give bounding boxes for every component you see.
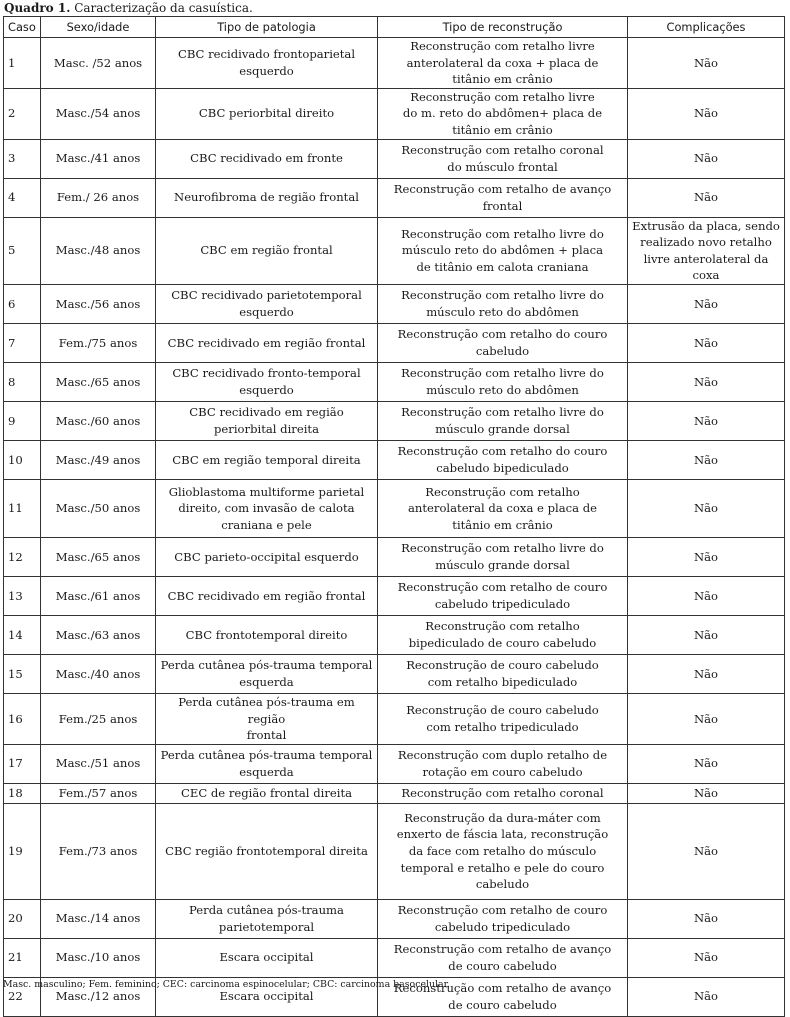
- cell-reconstrucao-line: titânio em crânio: [452, 72, 553, 87]
- cell-reconstrucao-line: Reconstrução de couro cabeludo: [406, 658, 599, 673]
- cell-reconstrucao-line: com retalho bipediculado: [427, 674, 578, 689]
- cell-sexo-idade: Masc./49 anos: [41, 440, 156, 479]
- cell-reconstrucao-line: Reconstrução com retalho livre: [410, 39, 595, 53]
- cell-caso: 9: [4, 401, 41, 440]
- cell-patologia-line: CEC de região frontal direita: [180, 785, 353, 800]
- cell-patologia-line: CBC recidivado em fronte: [190, 151, 343, 166]
- cell-patologia: [156, 537, 378, 576]
- cell-reconstrucao: [378, 440, 628, 479]
- cell-patologia-line: Neurofibroma de região frontal: [174, 190, 359, 205]
- cell-reconstrucao: [378, 217, 628, 284]
- cell-reconstrucao-line: músculo grande dorsal: [435, 557, 570, 572]
- cell-caso: 2: [4, 88, 41, 139]
- cell-reconstrucao-line: Reconstrução com retalho livre do: [401, 226, 604, 241]
- table-row: [4, 217, 785, 284]
- header-caso: Caso: [4, 17, 41, 38]
- cell-complicacoes-line: Não: [693, 843, 719, 858]
- cell-complicacoes-line: Não: [693, 106, 719, 121]
- cell-complicacoes-line: Não: [693, 756, 719, 771]
- table-row: [4, 440, 785, 479]
- cell-reconstrucao-line: da face com retalho do músculo: [408, 843, 597, 858]
- cell-complicacoes: [628, 217, 785, 284]
- cell-reconstrucao-line: Reconstrução com retalho livre do: [401, 541, 604, 556]
- cell-patologia-line: esquerda: [239, 674, 294, 689]
- table-body: [4, 38, 785, 1017]
- cell-patologia-line: parietotemporal: [218, 919, 315, 934]
- cell-caso: 10: [4, 440, 41, 479]
- cell-patologia-line: Perda cutânea pós-trauma em região: [178, 694, 355, 726]
- cell-reconstrucao-line: de titânio em calota craniana: [416, 260, 589, 275]
- cell-reconstrucao: [378, 803, 628, 899]
- cell-sexo-idade: Fem./57 anos: [41, 783, 156, 803]
- cell-reconstrucao-line: frontal: [482, 198, 523, 213]
- cell-complicacoes-line: Não: [693, 151, 719, 166]
- cell-reconstrucao-line: Reconstrução com retalho de couro: [397, 903, 608, 918]
- cell-sexo-idade: Masc./56 anos: [41, 284, 156, 323]
- cell-caso: 11: [4, 479, 41, 537]
- table-row: [4, 899, 785, 938]
- cell-complicacoes-line: Não: [693, 588, 719, 603]
- cell-complicacoes-line: Não: [693, 55, 719, 70]
- table-row: [4, 323, 785, 362]
- cell-reconstrucao-line: Reconstrução com retalho de avanço: [393, 942, 612, 957]
- cell-reconstrucao-line: Reconstrução com retalho do couro: [397, 327, 608, 342]
- cell-complicacoes-line: Não: [693, 666, 719, 681]
- cell-complicacoes-line: Não: [693, 627, 719, 642]
- cell-patologia: [156, 88, 378, 139]
- cell-patologia: [156, 323, 378, 362]
- cell-patologia-line: Perda cutânea pós-trauma temporal: [160, 658, 373, 673]
- cell-sexo-idade: Masc./50 anos: [41, 479, 156, 537]
- cell-reconstrucao-line: músculo reto do abdômen + placa: [401, 243, 604, 258]
- cell-patologia-line: esquerda: [239, 764, 294, 779]
- table-row: [4, 693, 785, 744]
- cell-reconstrucao-line: Reconstrução de couro cabeludo: [406, 703, 599, 718]
- cell-reconstrucao-line: Reconstrução com retalho livre do: [401, 366, 604, 381]
- cell-patologia-line: CBC recidivado parietotemporal: [171, 288, 362, 303]
- cell-complicacoes: [628, 899, 785, 938]
- cell-caso: 8: [4, 362, 41, 401]
- cell-reconstrucao: [378, 615, 628, 654]
- cell-reconstrucao-line: do m. reto do abdômen+ placa de: [402, 106, 603, 121]
- cell-sexo-idade: Fem./ 26 anos: [41, 178, 156, 217]
- cell-caso: 7: [4, 323, 41, 362]
- header-reconstrucao: Tipo de reconstrução: [378, 17, 628, 38]
- cell-sexo-idade: Masc. /52 anos: [41, 38, 156, 89]
- cell-reconstrucao-line: de couro cabeludo: [448, 958, 557, 973]
- cell-sexo-idade: Masc./60 anos: [41, 401, 156, 440]
- cell-complicacoes-line: Não: [693, 989, 719, 1004]
- table-row: [4, 38, 785, 89]
- cell-caso: 14: [4, 615, 41, 654]
- table-footnote: Masc. masculino; Fem. feminino; CEC: carcinoma espinocelular; CBC: carcinoma basocelular.: [3, 979, 451, 990]
- cell-sexo-idade: Masc./40 anos: [41, 654, 156, 693]
- cell-patologia-line: CBC recidivado em região: [189, 405, 344, 420]
- cell-sexo-idade: Masc./41 anos: [41, 139, 156, 178]
- cell-reconstrucao-line: Reconstrução com retalho coronal: [401, 142, 604, 157]
- cell-complicacoes: [628, 88, 785, 139]
- cell-complicacoes-line: Não: [693, 296, 719, 311]
- cell-sexo-idade: Fem./75 anos: [41, 323, 156, 362]
- table-row: [4, 783, 785, 803]
- cell-reconstrucao: [378, 139, 628, 178]
- cell-patologia: [156, 938, 378, 977]
- cell-reconstrucao-line: músculo reto do abdômen: [426, 382, 579, 397]
- cell-reconstrucao-line: Reconstrução com retalho de avanço: [393, 981, 612, 996]
- cell-patologia: [156, 654, 378, 693]
- cell-caso: 18: [4, 783, 41, 803]
- cell-patologia-line: CBC frontotemporal direito: [185, 627, 348, 642]
- header-sexo-idade: Sexo/idade: [41, 17, 156, 38]
- cell-reconstrucao-line: rotação em couro cabeludo: [422, 764, 583, 779]
- cell-reconstrucao-line: enxerto de fáscia lata, reconstrução: [396, 827, 609, 842]
- cell-complicacoes-line: Não: [693, 549, 719, 564]
- table-header: [4, 17, 785, 38]
- cell-sexo-idade: Masc./10 anos: [41, 938, 156, 977]
- cell-reconstrucao-line: Reconstrução com retalho de avanço: [393, 181, 612, 196]
- cell-complicacoes-line: realizado novo retalho: [640, 235, 772, 250]
- cell-reconstrucao-line: cabeludo: [475, 877, 530, 892]
- cell-reconstrucao-line: Reconstrução com retalho livre do: [401, 288, 604, 303]
- cell-complicacoes: [628, 479, 785, 537]
- cell-reconstrucao-line: Reconstrução com retalho do couro: [397, 444, 608, 459]
- cell-reconstrucao-line: Reconstrução com retalho: [425, 619, 580, 634]
- cell-reconstrucao: [378, 88, 628, 139]
- cell-sexo-idade: Fem./25 anos: [41, 693, 156, 744]
- cell-reconstrucao-line: músculo reto do abdômen: [426, 304, 579, 319]
- cell-patologia-line: esquerdo: [239, 382, 294, 397]
- cell-sexo-idade: Masc./12 anos: [41, 977, 156, 1016]
- cell-reconstrucao: [378, 537, 628, 576]
- cell-reconstrucao-line: temporal e retalho e pele do couro: [400, 860, 605, 875]
- cell-caso: 4: [4, 178, 41, 217]
- table-row: [4, 615, 785, 654]
- cell-reconstrucao: [378, 401, 628, 440]
- cell-reconstrucao-line: bipediculado de couro cabeludo: [408, 635, 597, 650]
- cell-sexo-idade: Masc./14 anos: [41, 899, 156, 938]
- cell-reconstrucao: [378, 693, 628, 744]
- cell-patologia-line: CBC periorbital direito: [198, 106, 335, 121]
- cell-complicacoes-line: Não: [693, 374, 719, 389]
- table-row: [4, 576, 785, 615]
- cell-reconstrucao-line: cabeludo: [475, 343, 530, 358]
- cell-complicacoes-line: Não: [693, 452, 719, 467]
- cell-patologia: [156, 38, 378, 89]
- cell-complicacoes: [628, 576, 785, 615]
- cell-reconstrucao: [378, 323, 628, 362]
- cell-complicacoes-line: Não: [693, 785, 719, 800]
- cell-reconstrucao-line: Reconstrução com retalho coronal: [401, 785, 604, 800]
- cell-reconstrucao-line: Reconstrução da dura-máter com: [404, 810, 601, 825]
- cell-complicacoes: [628, 938, 785, 977]
- cell-sexo-idade: Masc./48 anos: [41, 217, 156, 284]
- cell-patologia: [156, 576, 378, 615]
- table-row: [4, 178, 785, 217]
- cell-reconstrucao-line: Reconstrução com retalho de couro: [397, 580, 608, 595]
- cell-reconstrucao-line: do músculo frontal: [447, 159, 558, 174]
- cell-sexo-idade: Masc./54 anos: [41, 88, 156, 139]
- cell-patologia-line: CBC recidivado fronto-temporal: [172, 366, 361, 381]
- cell-patologia-line: craniana e pele: [221, 517, 312, 532]
- cell-complicacoes: [628, 537, 785, 576]
- cell-patologia: [156, 803, 378, 899]
- cell-patologia-line: CBC recidivado frontoparietal: [177, 47, 356, 62]
- cell-caso: 21: [4, 938, 41, 977]
- cell-patologia-line: Escara occipital: [219, 950, 314, 965]
- cell-reconstrucao: [378, 576, 628, 615]
- cell-complicacoes-line: Não: [693, 950, 719, 965]
- cell-patologia-line: CBC recidivado em região frontal: [167, 588, 366, 603]
- header-patologia: Tipo de patologia: [156, 17, 378, 38]
- cell-reconstrucao-line: anterolateral da coxa + placa de: [406, 55, 599, 70]
- casuistica-table: [3, 16, 785, 1017]
- table-row: [4, 401, 785, 440]
- cell-caso: 20: [4, 899, 41, 938]
- cell-reconstrucao: [378, 178, 628, 217]
- table-row: [4, 284, 785, 323]
- cell-complicacoes: [628, 362, 785, 401]
- cell-sexo-idade: Fem./73 anos: [41, 803, 156, 899]
- cell-reconstrucao-line: cabeludo tripediculado: [434, 919, 571, 934]
- cell-patologia-line: CBC recidivado em região frontal: [167, 335, 366, 350]
- cell-complicacoes-line: Não: [693, 335, 719, 350]
- cell-patologia: [156, 401, 378, 440]
- cell-patologia-line: Glioblastoma multiforme parietal: [168, 484, 365, 499]
- cell-complicacoes-line: Não: [693, 911, 719, 926]
- cell-reconstrucao-line: Reconstrução com retalho livre: [410, 89, 595, 104]
- table-row: [4, 654, 785, 693]
- cell-complicacoes-line: Não: [693, 413, 719, 428]
- cell-complicacoes-line: Não: [693, 711, 719, 726]
- cell-caso: 19: [4, 803, 41, 899]
- cell-patologia-line: Perda cutânea pós-trauma temporal: [160, 748, 373, 763]
- table-row: [4, 803, 785, 899]
- table-row: [4, 537, 785, 576]
- cell-complicacoes: [628, 654, 785, 693]
- cell-patologia-line: Perda cutânea pós-trauma: [189, 903, 344, 918]
- cell-patologia: [156, 693, 378, 744]
- cell-patologia-line: CBC em região temporal direita: [172, 452, 361, 467]
- cell-patologia: [156, 362, 378, 401]
- cell-patologia-line: periorbital direita: [214, 421, 319, 436]
- table-row: [4, 88, 785, 139]
- table-row: [4, 938, 785, 977]
- cell-reconstrucao-line: anterolateral da coxa e placa de: [408, 501, 597, 516]
- cell-complicacoes: [628, 178, 785, 217]
- cell-reconstrucao-line: cabeludo tripediculado: [434, 596, 571, 611]
- caption-label: Quadro 1.: [4, 1, 71, 15]
- cell-sexo-idade: Masc./65 anos: [41, 362, 156, 401]
- cell-patologia: [156, 217, 378, 284]
- cell-complicacoes-line: livre anterolateral da coxa: [643, 251, 769, 283]
- cell-complicacoes: [628, 783, 785, 803]
- cell-reconstrucao-line: Reconstrução com retalho livre do: [401, 405, 604, 420]
- cell-patologia-line: esquerdo: [239, 304, 294, 319]
- cell-reconstrucao-line: de couro cabeludo: [448, 997, 557, 1012]
- cell-complicacoes: [628, 977, 785, 1016]
- cell-reconstrucao: [378, 479, 628, 537]
- cell-reconstrucao-line: com retalho tripediculado: [426, 719, 579, 734]
- cell-reconstrucao: [378, 38, 628, 89]
- cell-complicacoes: [628, 744, 785, 783]
- cell-patologia: [156, 139, 378, 178]
- cell-patologia: [156, 744, 378, 783]
- cell-reconstrucao-line: titânio em crânio: [452, 517, 553, 532]
- cell-patologia: [156, 783, 378, 803]
- cell-reconstrucao-line: músculo grande dorsal: [435, 421, 570, 436]
- table-row: [4, 744, 785, 783]
- cell-patologia-line: direito, com invasão de calota: [178, 501, 355, 516]
- cell-complicacoes: [628, 615, 785, 654]
- cell-patologia: [156, 178, 378, 217]
- cell-caso: 15: [4, 654, 41, 693]
- cell-complicacoes-line: Não: [693, 501, 719, 516]
- cell-reconstrucao: [378, 783, 628, 803]
- cell-complicacoes-line: Extrusão da placa, sendo: [632, 218, 780, 233]
- cell-reconstrucao: [378, 654, 628, 693]
- cell-reconstrucao: [378, 899, 628, 938]
- cell-patologia-line: CBC em região frontal: [200, 243, 333, 258]
- cell-patologia: [156, 440, 378, 479]
- cell-caso: 16: [4, 693, 41, 744]
- cell-complicacoes: [628, 323, 785, 362]
- cell-complicacoes: [628, 693, 785, 744]
- cell-caso: 12: [4, 537, 41, 576]
- cell-patologia: [156, 479, 378, 537]
- caption-title: Caracterização da casuística.: [74, 1, 253, 15]
- cell-caso: 22: [4, 977, 41, 1016]
- header-complicacoes: Complicações: [628, 17, 785, 38]
- cell-sexo-idade: Masc./65 anos: [41, 537, 156, 576]
- cell-caso: 3: [4, 139, 41, 178]
- cell-patologia-line: Escara occipital: [219, 989, 314, 1004]
- cell-reconstrucao-line: Reconstrução com retalho: [425, 484, 580, 499]
- cell-patologia: [156, 615, 378, 654]
- cell-reconstrucao-line: Reconstrução com duplo retalho de: [397, 748, 608, 763]
- cell-patologia: [156, 899, 378, 938]
- cell-sexo-idade: Masc./63 anos: [41, 615, 156, 654]
- cell-caso: 5: [4, 217, 41, 284]
- cell-patologia-line: CBC parieto-occipital esquerdo: [174, 549, 359, 564]
- header-row: [4, 17, 785, 38]
- cell-caso: 6: [4, 284, 41, 323]
- cell-reconstrucao: [378, 744, 628, 783]
- cell-patologia-line: esquerdo: [239, 63, 294, 78]
- table-row: [4, 362, 785, 401]
- cell-caso: 17: [4, 744, 41, 783]
- cell-reconstrucao: [378, 284, 628, 323]
- cell-sexo-idade: Masc./51 anos: [41, 744, 156, 783]
- cell-reconstrucao-line: titânio em crânio: [452, 122, 553, 137]
- cell-caso: 1: [4, 38, 41, 89]
- table-caption: [4, 1, 253, 15]
- cell-complicacoes-line: Não: [693, 190, 719, 205]
- cell-complicacoes: [628, 803, 785, 899]
- cell-reconstrucao: [378, 362, 628, 401]
- cell-patologia: [156, 284, 378, 323]
- cell-patologia-line: frontal: [246, 728, 287, 743]
- cell-complicacoes: [628, 401, 785, 440]
- cell-complicacoes: [628, 139, 785, 178]
- cell-complicacoes: [628, 440, 785, 479]
- cell-complicacoes: [628, 284, 785, 323]
- table-row: [4, 479, 785, 537]
- cell-sexo-idade: Masc./61 anos: [41, 576, 156, 615]
- cell-complicacoes: [628, 38, 785, 89]
- table-row: [4, 139, 785, 178]
- cell-caso: 13: [4, 576, 41, 615]
- cell-patologia-line: CBC região frontotemporal direita: [165, 843, 368, 858]
- cell-reconstrucao: [378, 938, 628, 977]
- cell-reconstrucao-line: cabeludo bipediculado: [436, 460, 569, 475]
